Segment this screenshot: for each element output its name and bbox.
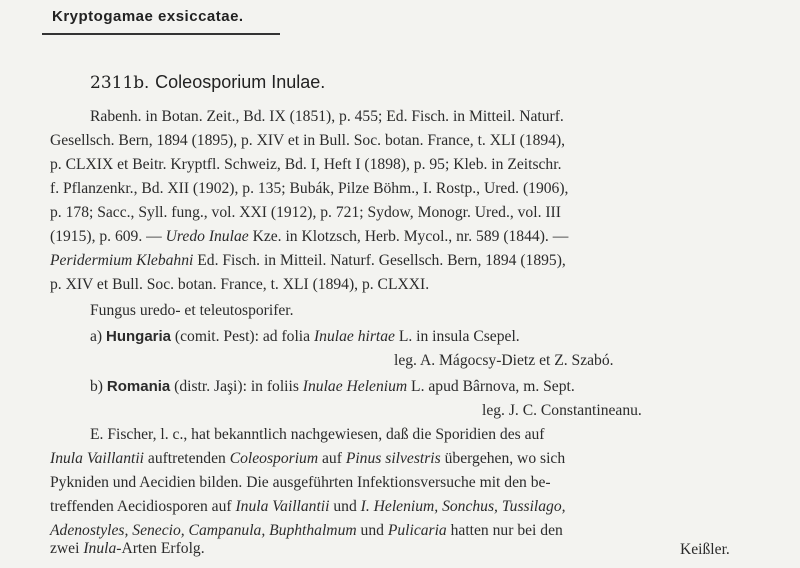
citation-line-4: f. Pflanzenkr., Bd. XII (1902), p. 135; Bubák, Pilze Böhm., I. Rostp., Ured. (1906), bbox=[50, 180, 569, 197]
fungus-description: Fungus uredo- et teleutosporifer. bbox=[90, 302, 294, 319]
citation-line-5: p. 178; Sacc., Syll. fung., vol. XXI (1912), p. 721; Sydow, Monogr. Ured., vol. III bbox=[50, 204, 561, 221]
specimen-text: (comit. Pest): ad folia bbox=[171, 328, 314, 345]
citation-line-3: p. CLXIX et Beitr. Kryptfl. Schweiz, Bd. I, Heft I (1898), p. 95; Kleb. in Zeitschr. bbox=[50, 156, 562, 173]
taxon-name: Inula Vaillantii bbox=[235, 498, 330, 515]
entry-title: Coleosporium Inulae. bbox=[155, 72, 326, 92]
collector-a: leg. A. Mágocsy-Dietz et Z. Szabó. bbox=[394, 352, 614, 369]
citation-line-8: p. XIV et Bull. Soc. botan. France, t. XLI (1894), p. CLXXI. bbox=[50, 276, 430, 293]
citation-text: Kze. in Klotzsch, Herb. Mycol., nr. 589 (1844). — bbox=[248, 228, 569, 245]
taxon-name: Pulicaria bbox=[387, 522, 447, 539]
taxon-name: I. Helenium, Sonchus, Tussilago, bbox=[360, 498, 566, 515]
specimen-country: Romania bbox=[106, 378, 171, 395]
specimen-marker: a) bbox=[90, 328, 107, 345]
note-text: -Arten Erfolg. bbox=[116, 540, 205, 557]
note-line-4 bbox=[50, 498, 566, 516]
note-line-6 bbox=[50, 540, 205, 558]
citation-text: Ed. Fisch. in Mitteil. Naturf. Gesellsch. Bern, 1894 (1895), bbox=[193, 252, 566, 269]
note-text: hatten nur bei den bbox=[446, 522, 563, 539]
host-name: Inulae Helenium bbox=[302, 378, 408, 395]
note-text: auf bbox=[318, 450, 346, 467]
header-rule bbox=[42, 33, 280, 35]
taxon-name: Inula bbox=[83, 540, 117, 557]
citation-line-7 bbox=[50, 252, 566, 270]
citation-line-2: Gesellsch. Bern, 1894 (1895), p. XIV et in Bull. Soc. botan. France, t. XLI (1894), bbox=[50, 132, 566, 149]
author-signature: Keißler. bbox=[680, 541, 730, 558]
taxon-name: Coleosporium bbox=[229, 450, 319, 467]
note-line-5 bbox=[50, 522, 563, 540]
specimen-a bbox=[90, 328, 520, 346]
specimen-b bbox=[90, 378, 575, 396]
section-header: Kryptogamae exsiccatae. bbox=[52, 8, 244, 25]
specimen-country: Hungaria bbox=[106, 328, 172, 345]
taxon-name: Adenostyles, Senecio, Campanula, Buphthalmum bbox=[50, 522, 357, 539]
note-line-2 bbox=[50, 450, 565, 468]
note-text: und bbox=[329, 498, 361, 515]
entry-number: 2311b bbox=[90, 73, 145, 93]
specimen-text: L. in insula Csepel. bbox=[394, 328, 520, 345]
note-text: übergehen, wo sich bbox=[440, 450, 566, 467]
note-text: auftretenden bbox=[144, 450, 230, 467]
taxon-name: Pinus silvestris bbox=[345, 450, 441, 467]
citation-line-1: Rabenh. in Botan. Zeit., Bd. IX (1851), p. 455; Ed. Fisch. in Mitteil. Naturf. bbox=[90, 108, 564, 125]
note-text: zwei bbox=[50, 540, 84, 557]
collector-b: leg. J. C. Constantineanu. bbox=[482, 402, 642, 419]
specimen-text: L. apud Bârnova, m. Sept. bbox=[407, 378, 575, 395]
specimen-text: (distr. Jaşi): in foliis bbox=[170, 378, 303, 395]
note-text: und bbox=[356, 522, 388, 539]
synonym-name: Peridermium Klebahni bbox=[50, 252, 194, 269]
note-line-1: E. Fischer, l. c., hat bekanntlich nachgewiesen, daß die Sporidien des auf bbox=[90, 426, 545, 443]
host-name: Inulae hirtae bbox=[313, 328, 395, 345]
taxon-name: Inula Vaillantii bbox=[50, 450, 144, 467]
citation-text: (1915), p. 609. — bbox=[50, 228, 166, 245]
entry-heading: 2311b. Coleosporium Inulae. bbox=[90, 72, 326, 93]
note-line-3: Pykniden und Aecidien bilden. Die ausgeführten Infektionsversuche mit den be- bbox=[50, 474, 551, 491]
citation-line-6 bbox=[50, 228, 568, 246]
specimen-marker: b) bbox=[90, 378, 107, 395]
note-text: treffenden Aecidiosporen auf bbox=[50, 498, 236, 515]
synonym-name: Uredo Inulae bbox=[165, 228, 249, 245]
